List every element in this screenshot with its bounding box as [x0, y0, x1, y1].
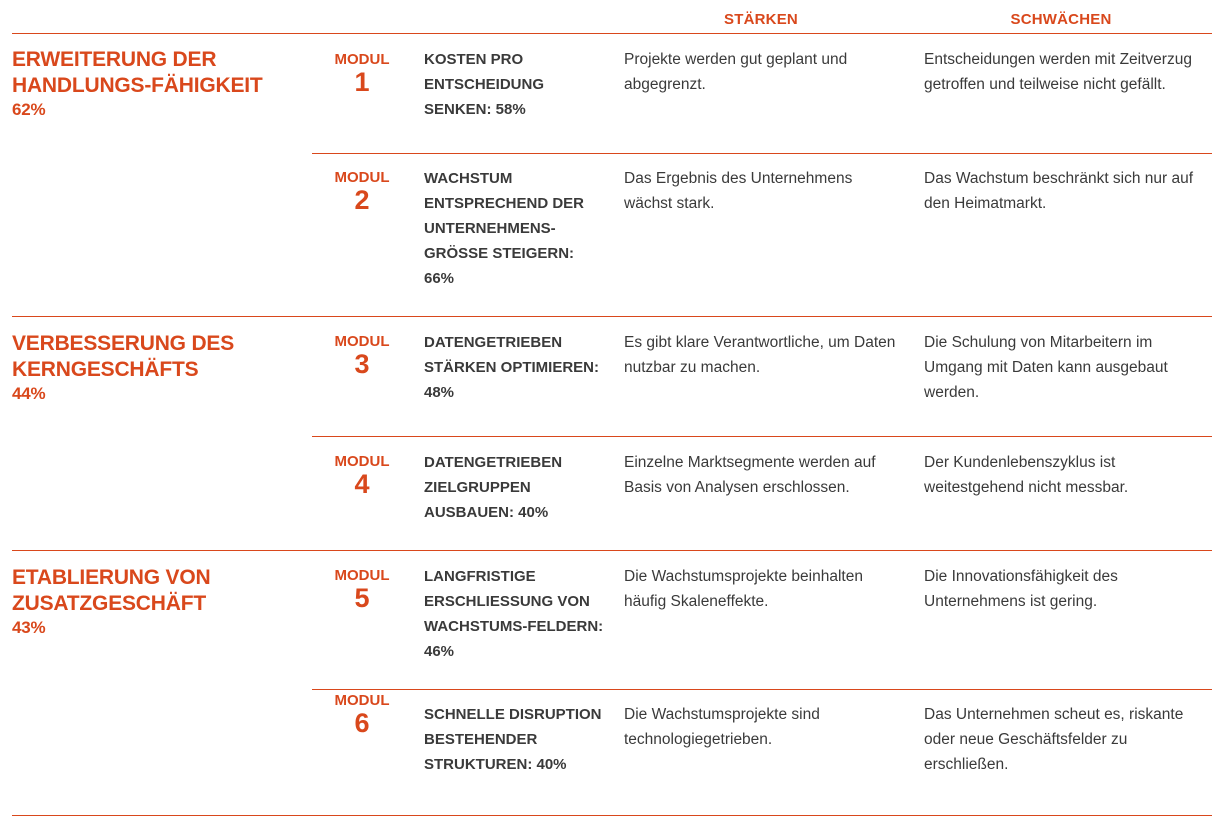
strength-text: Projekte werden gut geplant und abgegrenzt.: [624, 51, 848, 93]
group-title: [12, 331, 302, 405]
weakness-text: Das Wachstum beschränkt sich nur auf den Heimatmarkt.: [924, 170, 1194, 212]
module-title: SCHNELLE DISRUPTION BESTEHENDER STRUKTUREN: 40%: [424, 706, 602, 773]
group-title: [12, 47, 302, 121]
module-badge: [318, 51, 406, 95]
group-title-text: ERWEITERUNG DER HANDLUNGS-FÄHIGKEIT: [12, 48, 263, 97]
rule-module-divider: [312, 153, 1212, 154]
module-number: 6: [354, 708, 370, 738]
strength-text: Einzelne Marktsegmente werden auf Basis von Analysen erschlossen.: [624, 454, 876, 496]
module-title: DATENGETRIEBEN STÄRKEN OPTIMIEREN: 48%: [424, 334, 600, 401]
group-percent: 44%: [12, 384, 46, 403]
rule-module-divider: [312, 436, 1212, 437]
rule-group-divider: [12, 550, 1212, 551]
group-percent: 62%: [12, 100, 46, 119]
module-label: MODUL: [334, 567, 390, 584]
strength-text: Es gibt klare Verantwortliche, um Daten nutzbar zu machen.: [624, 334, 896, 376]
module-badge: [318, 567, 406, 611]
module-badge: [318, 333, 406, 377]
module-title: KOSTEN PRO ENTSCHEIDUNG SENKEN: 58%: [424, 51, 545, 118]
module-badge: [318, 453, 406, 497]
module-number: 2: [354, 185, 370, 215]
strength-text: Die Wachstumsprojekte beinhalten häufig Skaleneffekte.: [624, 568, 863, 610]
group-title-text: ETABLIERUNG VON ZUSATZGESCHÄFT: [12, 566, 211, 615]
module-label: MODUL: [334, 169, 390, 186]
weakness-text: Die Schulung von Mitarbeitern im Umgang mit Daten kann ausgebaut werden.: [924, 334, 1168, 401]
rule-top: [12, 33, 1212, 34]
module-label: MODUL: [334, 692, 390, 709]
module-number: 5: [354, 583, 370, 613]
module-badge: [318, 169, 406, 213]
module-number: 4: [354, 469, 370, 499]
weakness-text: Die Innovationsfähigkeit des Unternehmens ist gering.: [924, 568, 1118, 610]
weakness-text: Das Unternehmen scheut es, riskante oder neue Geschäftsfelder zu erschließen.: [924, 706, 1184, 773]
weakness-text: Der Kundenlebenszyklus ist weitestgehend nicht messbar.: [924, 454, 1129, 496]
module-label: MODUL: [334, 453, 390, 470]
module-badge: [318, 692, 406, 736]
module-title: WACHSTUM ENTSPRECHEND DER UNTERNEHMENS-GRÖSSE STEIGERN: 66%: [424, 170, 585, 287]
module-label: MODUL: [334, 333, 390, 350]
group-title-text: VERBESSERUNG DES KERNGESCHÄFTS: [12, 332, 235, 381]
rule-group-divider: [12, 316, 1212, 317]
module-label: MODUL: [334, 51, 390, 68]
strength-text: Die Wachstumsprojekte sind technologiegetrieben.: [624, 706, 820, 748]
rule-module-divider: [312, 689, 1212, 690]
module-number: 1: [354, 67, 370, 97]
strength-text: Das Ergebnis des Unternehmens wächst stark.: [624, 170, 853, 212]
module-title: LANGFRISTIGE ERSCHLIESSUNG VON WACHSTUMS-FELDERN: 46%: [424, 568, 604, 660]
group-percent: 43%: [12, 618, 46, 637]
column-header-strengths: STÄRKEN: [724, 11, 798, 28]
module-title: DATENGETRIEBEN ZIELGRUPPEN AUSBAUEN: 40%: [424, 454, 563, 521]
rule-bottom: [12, 815, 1212, 816]
column-header-weaknesses: SCHWÄCHEN: [1010, 11, 1112, 28]
group-title: [12, 565, 302, 639]
module-number: 3: [354, 349, 370, 379]
weakness-text: Entscheidungen werden mit Zeitverzug getroffen und teilweise nicht gefällt.: [924, 51, 1192, 93]
